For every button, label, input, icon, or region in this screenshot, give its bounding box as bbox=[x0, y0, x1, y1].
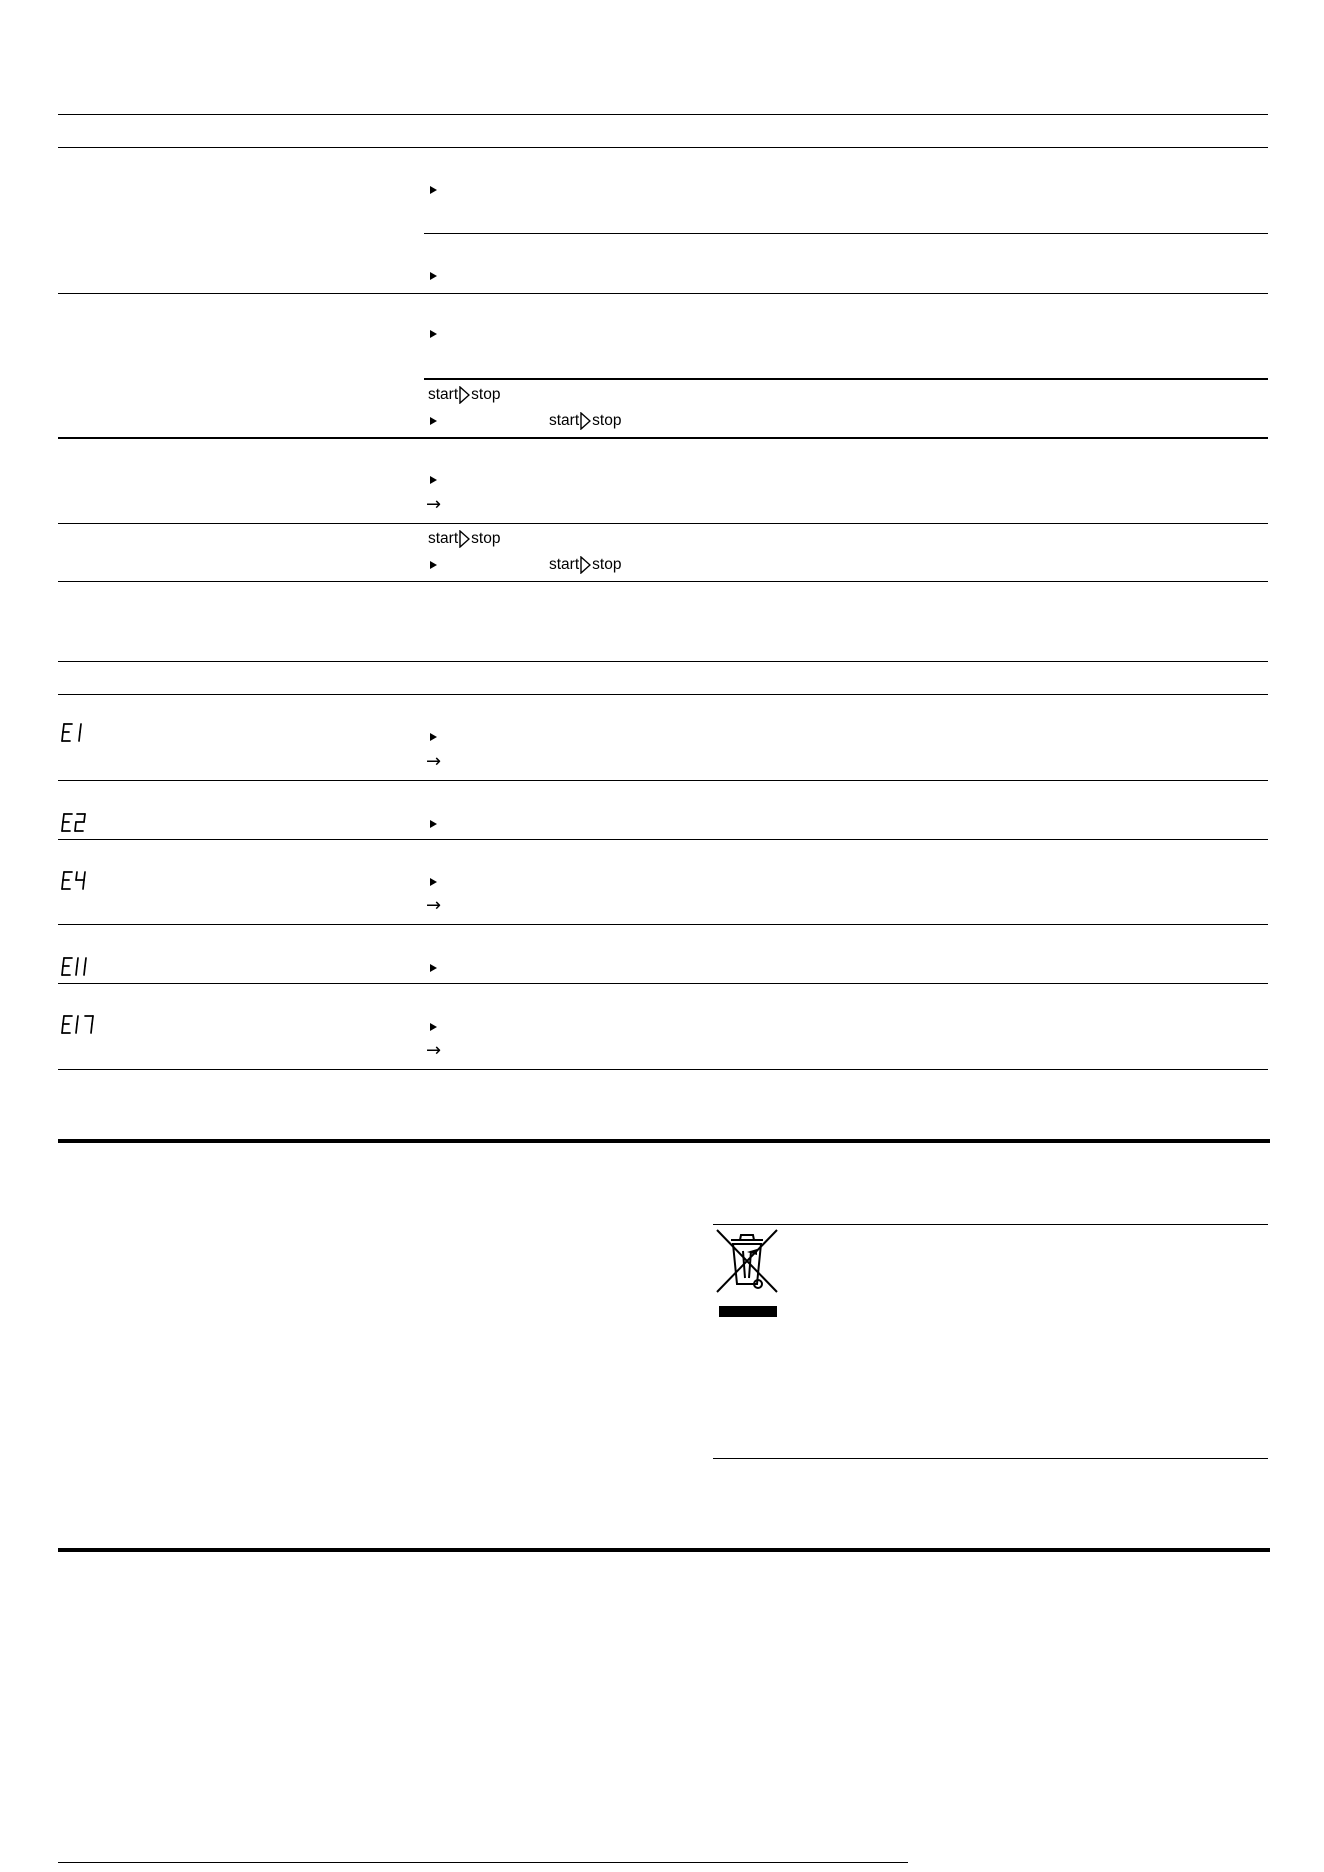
result-arrow-icon: → bbox=[426, 895, 442, 916]
start-label: start bbox=[549, 412, 580, 429]
start-stop-key bbox=[549, 412, 621, 430]
bullet-icon bbox=[430, 878, 437, 886]
bullet-icon bbox=[430, 964, 437, 972]
error-code-e4-display bbox=[60, 870, 100, 892]
disposal-box-bottom-rule bbox=[713, 1458, 1268, 1459]
section-rule bbox=[58, 1139, 1270, 1143]
row-divider bbox=[58, 983, 1268, 984]
row-divider bbox=[58, 437, 1268, 439]
disposal-box-top-rule bbox=[713, 1224, 1268, 1225]
row-divider bbox=[58, 581, 1268, 582]
footer-rule bbox=[58, 1862, 908, 1863]
start-stop-key bbox=[428, 530, 500, 548]
stop-label: stop bbox=[592, 412, 622, 429]
result-arrow-icon: → bbox=[426, 751, 442, 772]
result-arrow-icon: → bbox=[426, 494, 442, 515]
bullet-icon bbox=[430, 1023, 437, 1031]
error-code-e17-display bbox=[60, 1014, 100, 1036]
bullet-icon bbox=[430, 733, 437, 741]
section-rule bbox=[58, 1548, 1270, 1552]
bullet-icon bbox=[430, 476, 437, 484]
stop-label: stop bbox=[471, 530, 501, 547]
row-divider bbox=[58, 924, 1268, 925]
sub-row-divider bbox=[424, 378, 1268, 380]
start-label: start bbox=[428, 530, 459, 547]
start-stop-key bbox=[549, 556, 621, 574]
table-header-rule bbox=[58, 694, 1268, 695]
bullet-icon bbox=[430, 417, 437, 425]
row-divider bbox=[58, 780, 1268, 781]
error-code-e11-display bbox=[60, 956, 100, 978]
start-label: start bbox=[428, 386, 459, 403]
play-icon bbox=[459, 530, 470, 548]
error-code-e1-display bbox=[60, 722, 100, 744]
table-header-rule bbox=[58, 147, 1268, 148]
crossed-out-wheelie-bin-icon bbox=[713, 1226, 781, 1320]
table-top-rule bbox=[58, 114, 1268, 115]
start-label: start bbox=[549, 556, 580, 573]
bullet-icon bbox=[430, 330, 437, 338]
stop-label: stop bbox=[471, 386, 501, 403]
bullet-icon bbox=[430, 186, 437, 194]
row-divider bbox=[58, 839, 1268, 840]
play-icon bbox=[459, 386, 470, 404]
table-bottom-rule bbox=[58, 661, 1268, 662]
bullet-icon bbox=[430, 272, 437, 280]
row-divider bbox=[58, 293, 1268, 294]
play-icon bbox=[580, 412, 591, 430]
result-arrow-icon: → bbox=[426, 1040, 442, 1061]
play-icon bbox=[580, 556, 591, 574]
row-divider bbox=[58, 523, 1268, 524]
table-bottom-rule bbox=[58, 1069, 1268, 1070]
stop-label: stop bbox=[592, 556, 622, 573]
sub-row-divider bbox=[424, 233, 1268, 234]
bullet-icon bbox=[430, 820, 437, 828]
error-code-e2-display bbox=[60, 812, 100, 834]
bullet-icon bbox=[430, 561, 437, 569]
start-stop-key bbox=[428, 386, 500, 404]
